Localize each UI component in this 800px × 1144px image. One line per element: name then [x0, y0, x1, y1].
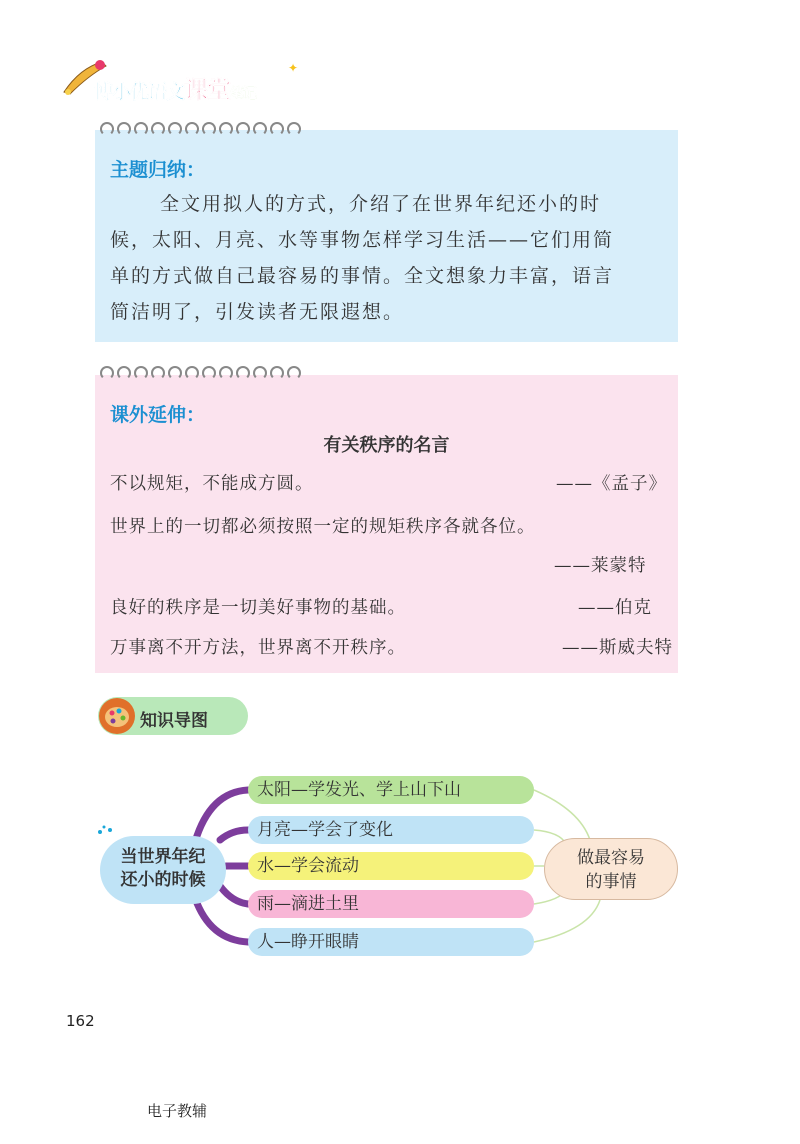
mindmap-center-node — [100, 836, 226, 904]
extension-title: 课外延伸： — [110, 404, 206, 426]
quote-1-author: ——《孟子》 — [556, 474, 667, 494]
extension-subtitle: 有关秩序的名言 — [323, 435, 450, 456]
page-number: 162 — [66, 1012, 95, 1030]
quote-2-author: ——莱蒙特 — [554, 556, 647, 576]
notebook-rings-top — [100, 122, 301, 138]
palette-icon — [98, 697, 136, 735]
notebook-rings-bottom — [100, 366, 301, 382]
theme-title: 主题归纳： — [110, 159, 206, 181]
quote-2-text: 世界上的一切都必须按照一定的规矩秩序各就各位。 — [110, 517, 536, 537]
branch-rain: 雨—滴进土里 — [248, 890, 534, 918]
theme-line-4: 简洁明了，引发读者无限遐想。 — [110, 301, 405, 323]
branch-human: 人—睁开眼睛 — [248, 928, 534, 956]
brand-part3: 笔记 — [230, 86, 257, 102]
quote-4-text: 万事离不开方法，世界离不开秩序。 — [110, 638, 406, 658]
center-line-1: 当世界年纪 — [120, 847, 206, 867]
footer-text: 电子教辅 — [147, 1102, 208, 1120]
quote-3-text: 良好的秩序是一切美好事物的基础。 — [110, 598, 406, 618]
svg-text:✦: ✦ — [288, 61, 299, 75]
theme-line-1: 全文用拟人的方式，介绍了在世界年纪还小的时 — [160, 193, 602, 215]
quote-4-author: ——斯威夫特 — [562, 638, 673, 658]
knowledge-map-title: 知识导图 — [140, 711, 208, 731]
quote-1-text: 不以规矩，不能成方圆。 — [110, 474, 314, 494]
theme-line-3: 单的方式做自己最容易的事情。全文想象力丰富，语言 — [110, 265, 615, 287]
brand-part2: 课堂 — [184, 76, 231, 104]
result-line-1: 做最容易 — [577, 848, 645, 868]
theme-line-2: 候，太阳、月亮、水等事物怎样学习生活——它们用简 — [110, 229, 615, 251]
result-line-2: 的事情 — [585, 872, 637, 892]
quote-3-author: ——伯克 — [578, 598, 652, 618]
brand-title — [94, 70, 256, 105]
branch-water: 水—学会流动 — [248, 852, 534, 880]
brand-part1: 博小优语文 — [94, 81, 185, 103]
center-line-2: 还小的时候 — [120, 870, 206, 890]
mindmap-result-node — [544, 838, 678, 900]
branch-sun: 太阳—学发光、学上山下山 — [248, 776, 534, 804]
branch-moon: 月亮—学会了变化 — [248, 816, 534, 844]
